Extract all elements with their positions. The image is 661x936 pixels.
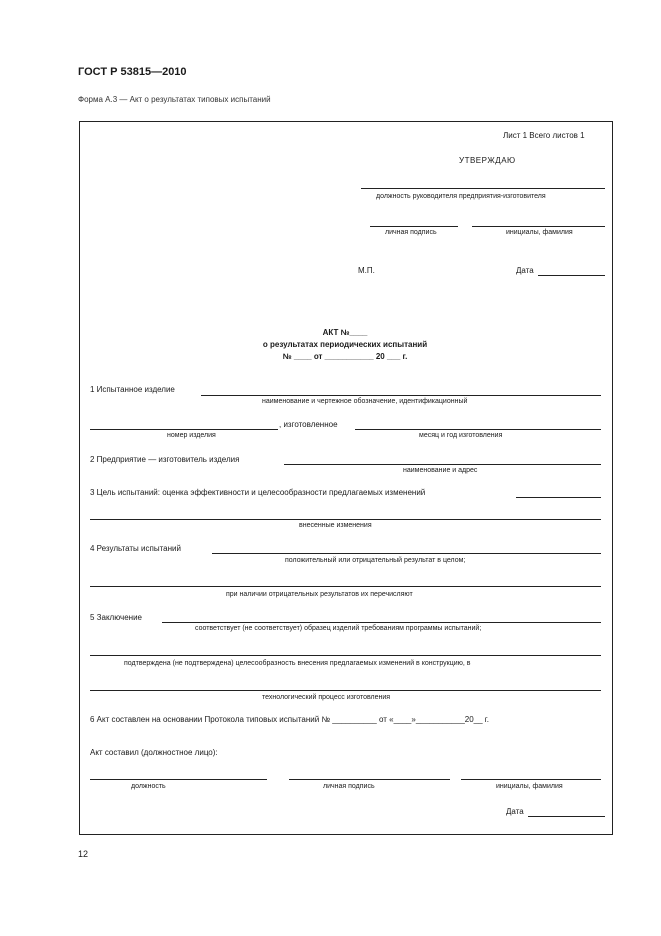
item5-label: 5 Заключение xyxy=(90,613,142,622)
item5-line xyxy=(162,622,601,623)
composer-signature-hint: личная подпись xyxy=(323,783,375,790)
item1b-line-right xyxy=(355,429,601,430)
act-title: АКТ №____ xyxy=(322,328,368,337)
signature-line xyxy=(370,226,458,227)
item4-line xyxy=(212,553,601,554)
item5b-line xyxy=(90,655,601,656)
date-label-top: Дата xyxy=(516,266,534,275)
item2-line xyxy=(284,464,601,465)
date-label-bottom: Дата xyxy=(506,807,524,816)
position-hint: должность руководителя предприятия-изготовителя xyxy=(376,193,546,200)
page-number: 12 xyxy=(78,849,89,859)
item2-label: 2 Предприятие — изготовитель изделия xyxy=(90,455,240,464)
item1b-hint-left: номер изделия xyxy=(167,432,216,439)
item6-text: 6 Акт составлен на основании Протокола типовых испытаний № __________ от «____»___________20__ г. xyxy=(90,715,489,724)
composer-initials-hint: инициалы, фамилия xyxy=(496,783,563,790)
item3-label: 3 Цель испытаний: оценка эффективности и целесообразности предлагаемых изменений xyxy=(90,488,426,497)
composer-signature-line xyxy=(289,779,450,780)
position-line xyxy=(361,188,605,189)
item1b-line-left xyxy=(90,429,278,430)
sheet-info: Лист 1 Всего листов 1 xyxy=(503,131,585,140)
item1-line xyxy=(201,395,601,396)
initials-line xyxy=(472,226,605,227)
date-line-top xyxy=(538,275,605,276)
item1-label: 1 Испытанное изделие xyxy=(90,385,175,394)
item5b-hint: подтверждена (не подтверждена) целесообразность внесения предлагаемых изменений в конструкцию, в xyxy=(124,660,471,667)
approve-label: УТВЕРЖДАЮ xyxy=(459,156,516,165)
item5c-hint: технологический процесс изготовления xyxy=(262,694,391,701)
composer-position-line xyxy=(90,779,267,780)
item4-hint: положительный или отрицательный результат в целом; xyxy=(285,557,466,564)
item5-hint: соответствует (не соответствует) образец изделий требованиям программы испытаний; xyxy=(195,625,482,632)
item4-label: 4 Результаты испытаний xyxy=(90,544,181,553)
stamp-label: М.П. xyxy=(358,266,375,275)
item3-line xyxy=(90,519,601,520)
composed-by-label: Акт составил (должностное лицо): xyxy=(90,748,218,757)
signature-hint: личная подпись xyxy=(385,229,437,236)
act-subtitle: о результатах периодических испытаний xyxy=(262,340,428,349)
standard-title: ГОСТ Р 53815—2010 xyxy=(78,66,187,78)
act-number-date: № ____ от ___________ 20 ___ г. xyxy=(282,352,408,361)
item3-hint: внесенные изменения xyxy=(299,522,372,529)
initials-hint: инициалы, фамилия xyxy=(506,229,573,236)
item5c-line xyxy=(90,690,601,691)
form-caption: Форма А.3 — Акт о результатах типовых испытаний xyxy=(78,95,271,104)
date-line-bottom xyxy=(528,816,605,817)
item1-hint: наименование и чертежное обозначение, идентификационный xyxy=(262,398,468,405)
composer-initials-line xyxy=(461,779,601,780)
item1b-label: , изготовленное xyxy=(279,420,338,429)
item1b-hint-right: месяц и год изготовления xyxy=(419,432,503,439)
item2-hint: наименование и адрес xyxy=(403,467,478,474)
item4b-line xyxy=(90,586,601,587)
item3-line-end xyxy=(516,497,601,498)
item4b-hint: при наличии отрицательных результатов их перечисляют xyxy=(226,591,413,598)
composer-position-hint: должность xyxy=(131,783,166,790)
